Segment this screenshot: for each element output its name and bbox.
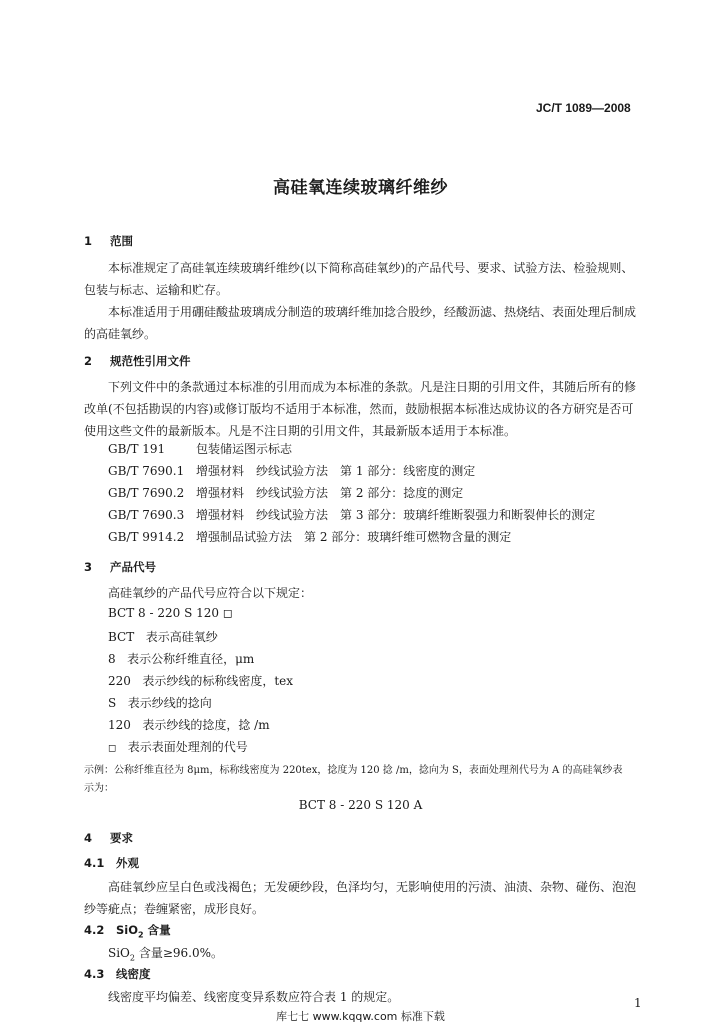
section-title: 规范性引用文件 — [110, 354, 191, 368]
reference-title: 增强材料 纱线试验方法 第 2 部分：捻度的测定 — [196, 486, 464, 500]
code-intro: 高硅氧纱的产品代号应符合以下规定： — [108, 586, 313, 600]
section-title: 要求 — [110, 831, 133, 845]
reference-code: GB/T 191 — [108, 442, 166, 456]
reference-title: 包装储运图示标志 — [196, 442, 293, 456]
chemical-formula: SiO — [108, 946, 130, 960]
code-symbol: 220 — [108, 674, 131, 688]
standard-number: JC/T 1089—2008 — [536, 101, 631, 115]
section-heading-1 — [84, 233, 133, 249]
code-symbol: 8 — [108, 652, 116, 666]
section-title: 产品代号 — [110, 560, 156, 574]
reference-item — [108, 528, 511, 545]
reference-code: GB/T 7690.2 — [108, 486, 185, 500]
paragraph: 高硅氧纱应呈白色或浅褐色；无发硬纱段，色泽均匀，无影响使用的污渍、油渍、杂物、碰伤、泡泡纱等疵点；卷缠紧密，成形良好。 — [84, 880, 637, 916]
example-code: BCT 8 - 220 S 120 A — [298, 798, 423, 812]
reference-title: 增强材料 纱线试验方法 第 3 部分：玻璃纤维断裂强力和断裂伸长的测定 — [196, 508, 596, 522]
code-legend-item — [108, 650, 254, 667]
code-legend-item — [108, 716, 270, 733]
reference-item — [108, 440, 292, 457]
paragraph: 下列文件中的条款通过本标准的引用而成为本标准的条款。凡是注日期的引用文件，其随后所有的修改单(不包括勘误的内容)或修订版均不适用于本标准，然而，鼓励根据本标准达成协议的各方研究是否可使用这些文件的最新版本。凡是不注日期的引用文件，其最新版本适用于本标准。 — [84, 380, 637, 438]
reference-item — [108, 484, 463, 501]
subsection-heading-4-3 — [84, 966, 151, 982]
paragraph: 线密度平均偏差、线密度变异系数应符合表 1 的规定。 — [108, 990, 400, 1004]
subsection-title: 外观 — [116, 856, 139, 870]
example-text: 示为： — [84, 783, 114, 794]
section-number: 4 — [84, 831, 93, 845]
reference-code: GB/T 7690.3 — [108, 508, 185, 522]
section-number: 1 — [84, 234, 93, 248]
document-title: 高硅氧连续玻璃纤维纱 — [273, 178, 448, 198]
reference-code: GB/T 9914.2 — [108, 530, 185, 544]
code-legend-item — [108, 738, 248, 755]
subscript: 2 — [129, 953, 135, 963]
section-number: 2 — [84, 354, 93, 368]
subsection-title: 含量 — [143, 923, 171, 937]
section-heading-4 — [84, 830, 133, 846]
section-title: 范围 — [110, 234, 133, 248]
subsection-heading-4-1 — [84, 855, 139, 871]
subsection-number: 4.3 — [84, 967, 105, 981]
example-text: 示例：公称纤维直径为 8μm，标称线密度为 220tex，捻度为 120 捻 /m，捻向为 S，表面处理剂代号为 A 的高硅氧纱表 — [84, 765, 623, 776]
code-description: 表示高硅氧纱 — [145, 630, 218, 644]
reference-title: 增强材料 纱线试验方法 第 1 部分：线密度的测定 — [196, 464, 476, 478]
code-description: 表示公称纤维直径，μm — [127, 652, 255, 666]
paragraph: 本标准适用于用硼硅酸盐玻璃成分制造的玻璃纤维加捻合股纱，经酸沥滤、热烧结、表面处理后制成的高硅氧纱。 — [84, 305, 637, 341]
chemical-formula: SiO — [116, 923, 139, 937]
subsection-title: 线密度 — [116, 967, 151, 981]
code-legend-item — [108, 672, 293, 689]
code-legend-item — [108, 628, 218, 645]
reference-code: GB/T 7690.1 — [108, 464, 185, 478]
subsection-number: 4.1 — [84, 856, 105, 870]
reference-title: 增强制品试验方法 第 2 部分：玻璃纤维可燃物含量的测定 — [196, 530, 512, 544]
section-heading-3 — [84, 559, 156, 575]
page-number: 1 — [634, 996, 642, 1010]
product-code-format: BCT 8 - 220 S 120 ◻ — [108, 606, 233, 620]
footer-text: 库七七 www.kqqw.com 标准下载 — [276, 1010, 445, 1023]
code-description: 表示纱线的捻度，捻 /m — [142, 718, 270, 732]
code-symbol: 120 — [108, 718, 131, 732]
code-legend-item — [108, 694, 212, 711]
reference-item — [108, 462, 475, 479]
section-number: 3 — [84, 560, 93, 574]
requirement-text: 含量≥96.0%。 — [135, 946, 223, 960]
paragraph — [108, 944, 223, 962]
reference-item — [108, 506, 595, 523]
code-symbol: S — [108, 696, 117, 710]
subsection-heading-4-2 — [84, 922, 171, 939]
subscript: 2 — [138, 930, 144, 940]
code-description: 表示表面处理剂的代号 — [127, 740, 248, 754]
code-description: 表示纱线的标称线密度，tex — [142, 674, 294, 688]
section-heading-2 — [84, 353, 191, 369]
code-symbol: ◻ — [108, 743, 117, 754]
code-symbol: BCT — [108, 630, 135, 644]
subsection-number: 4.2 — [84, 923, 105, 937]
paragraph: 本标准规定了高硅氧连续玻璃纤维纱(以下简称高硅氧纱)的产品代号、要求、试验方法、检验规则、包装与标志、运输和贮存。 — [84, 261, 634, 297]
code-description: 表示纱线的捻向 — [127, 696, 212, 710]
